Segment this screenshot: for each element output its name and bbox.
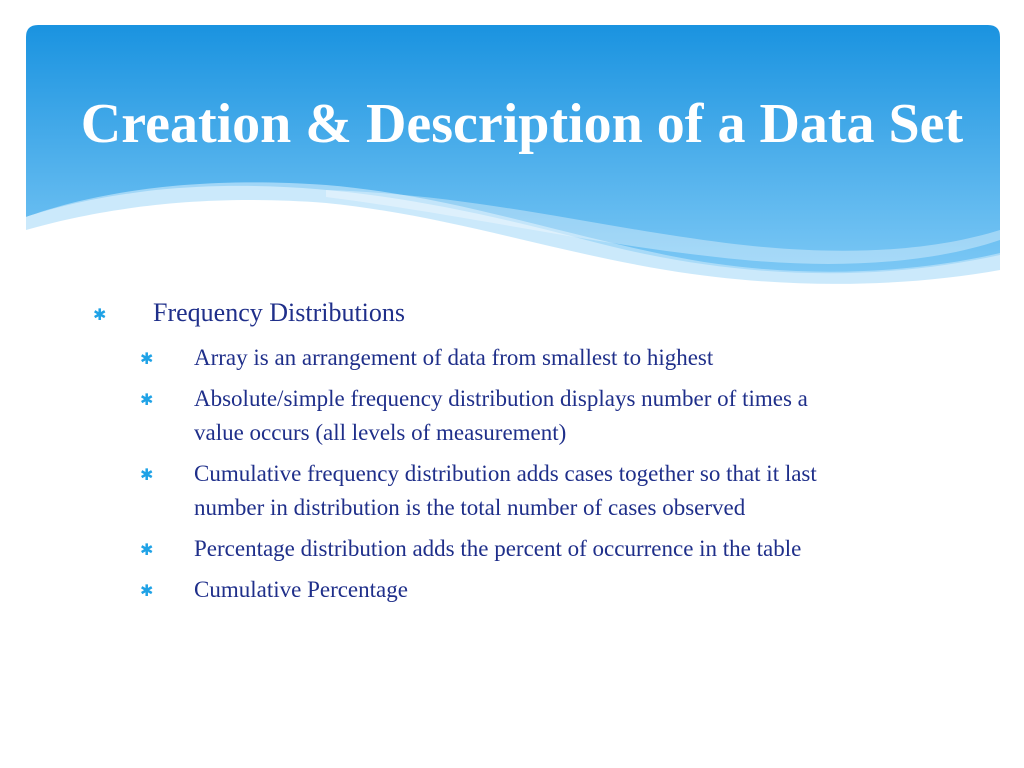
slide-title: Creation & Description of a Data Set — [80, 93, 964, 155]
asterisk-bullet-icon: ✱ — [140, 349, 154, 368]
bullet-text-line: Absolute/simple frequency distribution displays number of times a — [194, 386, 808, 411]
bullet-item-level2 — [140, 341, 714, 375]
bullet-text: Array is an arrangement of data from smallest to highest — [194, 345, 714, 370]
asterisk-bullet-icon: ✱ — [140, 540, 154, 559]
bullet-item-level2 — [140, 573, 408, 607]
bullet-item-level1 — [93, 296, 406, 330]
asterisk-bullet-icon: ✱ — [93, 305, 107, 324]
bullet-text: Frequency Distributions — [153, 298, 406, 327]
asterisk-bullet-icon: ✱ — [140, 390, 154, 409]
bullet-text: Percentage distribution adds the percent of occurrence in the table — [194, 536, 802, 561]
bullet-item-level2 — [140, 457, 817, 525]
bullet-text: Cumulative Percentage — [194, 577, 408, 602]
asterisk-bullet-icon: ✱ — [140, 581, 154, 600]
bullet-item-level2 — [140, 382, 808, 450]
bullet-text-line: Cumulative frequency distribution adds cases together so that it last — [194, 461, 817, 486]
bullet-text-line: value occurs (all levels of measurement) — [194, 420, 567, 445]
bullet-text-line: number in distribution is the total number of cases observed — [194, 495, 746, 520]
bullet-item-level2 — [140, 532, 802, 566]
asterisk-bullet-icon: ✱ — [140, 465, 154, 484]
